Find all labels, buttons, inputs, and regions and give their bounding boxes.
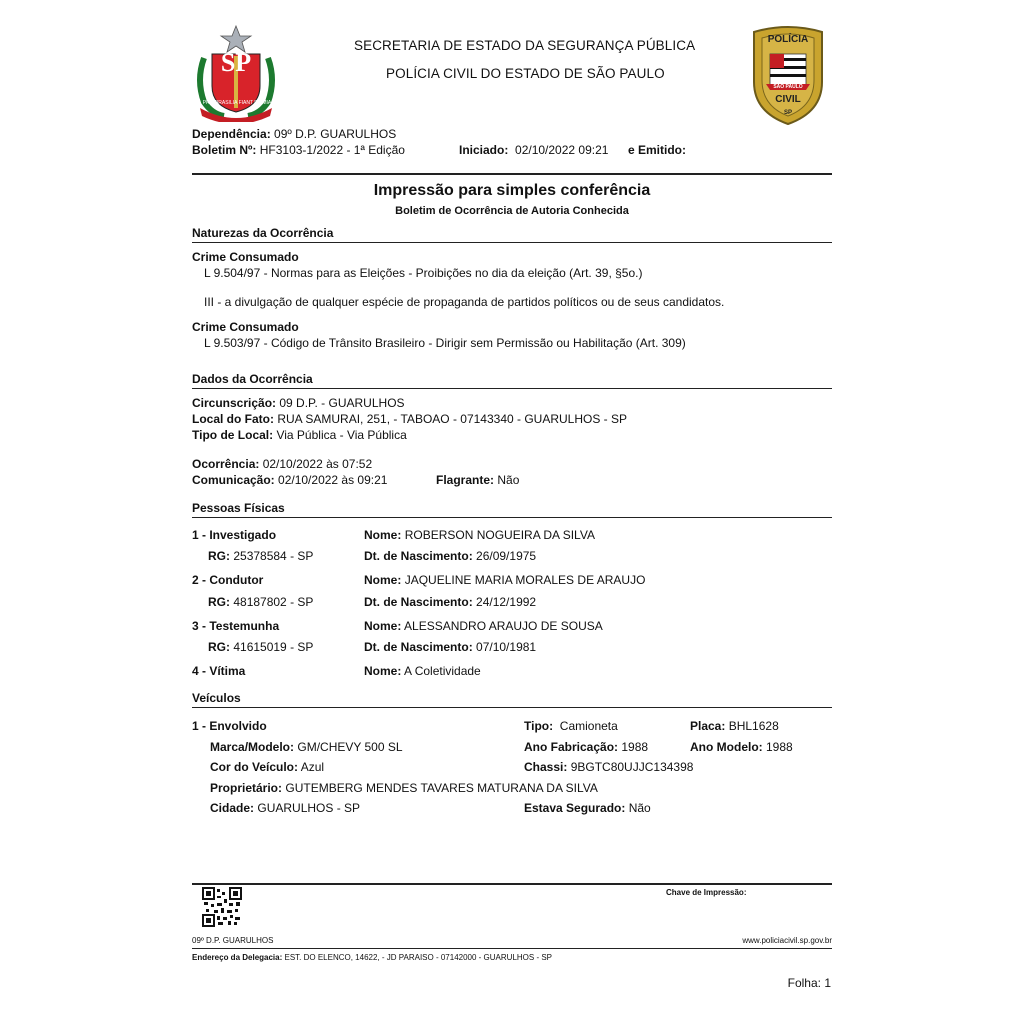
comunicacao-value: 02/10/2022 às 09:21 xyxy=(278,473,388,487)
person-1-dn-row xyxy=(364,549,536,563)
vehicle-chassi-value: 9BGTC80UJJC134398 xyxy=(570,760,694,774)
local-label: Local do Fato: xyxy=(192,412,274,426)
person-2-name-row xyxy=(364,573,645,587)
person-3-dn: 07/10/1981 xyxy=(476,640,537,654)
badge-bottom-text: CIVIL xyxy=(775,94,801,105)
vehicle-tipo-row xyxy=(524,719,618,733)
vehicle-anomod-label: Ano Modelo: xyxy=(690,740,763,754)
vehicle-segurado-value: Não xyxy=(628,801,651,815)
vehicle-placa-row xyxy=(690,719,779,733)
section-heading-naturezas: Naturezas da Ocorrência xyxy=(192,226,334,240)
footer-dp: 09º D.P. GUARULHOS xyxy=(192,936,274,945)
vehicle-proprietario-row xyxy=(210,781,598,795)
vehicle-marca-label: Marca/Modelo: xyxy=(210,740,295,754)
footer-site-link[interactable]: www.policiacivil.sp.gov.br xyxy=(742,936,832,945)
boletim-label: Boletim Nº: xyxy=(192,143,257,157)
endereco-value: EST. DO ELENCO, 14622, - JD PARAISO - 07142000 - GUARULHOS - SP xyxy=(284,953,553,962)
circunscricao-value: 09 D.P. - GUARULHOS xyxy=(279,396,405,410)
person-3-name-row xyxy=(364,619,603,633)
person-3-role: 3 - Testemunha xyxy=(192,619,280,633)
crime-2-label: Crime Consumado xyxy=(192,320,299,334)
person-1-dn: 26/09/1975 xyxy=(476,549,537,563)
nome-label: Nome: xyxy=(364,664,402,678)
badge-sp-text: SP xyxy=(783,110,792,116)
divider xyxy=(192,948,832,949)
flagrante-row xyxy=(436,473,519,487)
dn-label: Dt. de Nascimento: xyxy=(364,640,473,654)
tipo-local-value: Via Pública - Via Pública xyxy=(276,428,407,442)
crime-1-text: L 9.504/97 - Normas para as Eleições - Proibições no dia da eleição (Art. 39, §5o.) xyxy=(204,266,643,280)
nome-label: Nome: xyxy=(364,619,402,633)
crime-1-label: Crime Consumado xyxy=(192,250,299,264)
emitido-label: e Emitido: xyxy=(628,143,687,157)
divider xyxy=(192,707,832,708)
crime-1-detail: III - a divulgação de qualquer espécie de propaganda de partidos políticos ou de seus candidatos. xyxy=(204,295,725,309)
tipo-local-label: Tipo de Local: xyxy=(192,428,274,442)
iniciado-row xyxy=(459,143,608,157)
divider xyxy=(192,517,832,518)
nome-label: Nome: xyxy=(364,528,402,542)
person-4-role: 4 - Vítima xyxy=(192,664,246,678)
vehicle-anomod-value: 1988 xyxy=(766,740,793,754)
person-1-name-row xyxy=(364,528,595,542)
section-heading-pessoas: Pessoas Físicas xyxy=(192,501,285,515)
person-2-rg-row xyxy=(208,595,313,609)
vehicle-anofab-value: 1988 xyxy=(621,740,649,754)
iniciado-label: Iniciado: xyxy=(459,143,509,157)
rg-label: RG: xyxy=(208,595,230,609)
person-1-role: 1 - Investigado xyxy=(192,528,277,542)
person-3-name: ALESSANDRO ARAUJO DE SOUSA xyxy=(404,619,603,633)
vehicle-anofab-row xyxy=(524,740,648,754)
dependencia-label: Dependência: xyxy=(192,127,271,141)
vehicle-cor-label: Cor do Veículo: xyxy=(210,760,299,774)
ocorrencia-label: Ocorrência: xyxy=(192,457,260,471)
person-1-name: ROBERSON NOGUEIRA DA SILVA xyxy=(404,528,595,542)
vehicle-chassi-label: Chassi: xyxy=(524,760,568,774)
dependencia-value: 09º D.P. GUARULHOS xyxy=(274,127,397,141)
page-subtitle: Boletim de Ocorrência de Autoria Conhecida xyxy=(395,205,629,217)
page-title: Impressão para simples conferência xyxy=(373,182,651,199)
vehicle-anofab-label: Ano Fabricação: xyxy=(524,740,619,754)
section-heading-dados: Dados da Ocorrência xyxy=(192,372,313,386)
rg-label: RG: xyxy=(208,640,230,654)
local-value: RUA SAMURAI, 251, - TABOAO - 07143340 - GUARULHOS - SP xyxy=(277,412,628,426)
vehicle-placa-label: Placa: xyxy=(690,719,726,733)
vehicle-cidade-row xyxy=(210,801,360,815)
comunicacao-label: Comunicação: xyxy=(192,473,275,487)
vehicle-segurado-label: Estava Segurado: xyxy=(524,801,626,815)
divider xyxy=(192,242,832,243)
vehicle-cor-value: Azul xyxy=(300,760,325,774)
circunscricao-label: Circunscrição: xyxy=(192,396,277,410)
flagrante-label: Flagrante: xyxy=(436,473,495,487)
vehicle-anomod-row xyxy=(690,740,793,754)
nome-label: Nome: xyxy=(364,573,402,587)
vehicle-proprietario-label: Proprietário: xyxy=(210,781,283,795)
person-2-role: 2 - Condutor xyxy=(192,573,264,587)
rg-label: RG: xyxy=(208,549,230,563)
crime-2-text: L 9.503/97 - Código de Trânsito Brasileiro - Dirigir sem Permissão ou Habilitação (Art. 309) xyxy=(204,336,686,350)
comunicacao-row xyxy=(192,473,387,487)
sp-logo-motto: PRO BRASILIA FIANT EXIMIA xyxy=(202,100,272,106)
vehicle-segurado-row xyxy=(524,801,651,815)
circunscricao-row xyxy=(192,396,405,410)
person-4-name-row xyxy=(364,664,481,678)
header-secretaria: SECRETARIA DE ESTADO DA SEGURANÇA PÚBLICA xyxy=(354,38,696,53)
vehicle-cor-row xyxy=(210,760,324,774)
person-1-rg-row xyxy=(208,549,313,563)
person-3-rg: 41615019 - SP xyxy=(233,640,314,654)
divider xyxy=(192,883,832,885)
person-2-name: JAQUELINE MARIA MORALES DE ARAUJO xyxy=(404,573,646,587)
person-3-dn-row xyxy=(364,640,536,654)
divider xyxy=(192,388,832,389)
endereco-label: Endereço da Delegacia: xyxy=(192,953,283,962)
header-policia-civil: POLÍCIA CIVIL DO ESTADO DE SÃO PAULO xyxy=(386,66,665,81)
qr-code-icon xyxy=(202,887,242,927)
page-number: Folha: 1 xyxy=(787,976,831,990)
badge-state-text: SÃO PAULO xyxy=(773,84,803,90)
badge-top-text: POLÍCIA xyxy=(767,34,809,45)
vehicle-cidade-value: GUARULHOS - SP xyxy=(257,801,361,815)
dn-label: Dt. de Nascimento: xyxy=(364,549,473,563)
vehicle-placa-value: BHL1628 xyxy=(728,719,779,733)
person-2-dn-row xyxy=(364,595,536,609)
sp-logo-text: SP xyxy=(220,48,252,77)
ocorrencia-row xyxy=(192,457,372,471)
vehicle-tipo-value: Camioneta xyxy=(559,719,618,733)
divider xyxy=(192,173,832,175)
flagrante-value: Não xyxy=(497,473,520,487)
vehicle-cidade-label: Cidade: xyxy=(210,801,255,815)
vehicle-marca-value: GM/CHEVY 500 SL xyxy=(297,740,403,754)
endereco-row xyxy=(192,953,552,962)
vehicle-1-role: 1 - Envolvido xyxy=(192,719,267,733)
dependencia-row xyxy=(192,127,396,141)
person-2-rg: 48187802 - SP xyxy=(233,595,314,609)
boletim-row xyxy=(192,143,405,157)
tipo-local-row xyxy=(192,428,407,442)
person-1-rg: 25378584 - SP xyxy=(233,549,314,563)
dn-label: Dt. de Nascimento: xyxy=(364,595,473,609)
person-4-name: A Coletividade xyxy=(404,664,481,678)
section-heading-veiculos: Veículos xyxy=(192,691,241,705)
chave-impressao-label: Chave de Impressão: xyxy=(666,888,747,897)
vehicle-chassi-row xyxy=(524,760,693,774)
person-2-dn: 24/12/1992 xyxy=(476,595,537,609)
person-3-rg-row xyxy=(208,640,313,654)
boletim-value: HF3103-1/2022 - 1ª Edição xyxy=(259,143,405,157)
vehicle-marca-row xyxy=(210,740,403,754)
iniciado-value: 02/10/2022 09:21 xyxy=(515,143,609,157)
vehicle-proprietario-value: GUTEMBERG MENDES TAVARES MATURANA DA SILVA xyxy=(285,781,598,795)
vehicle-tipo-label: Tipo: xyxy=(524,719,554,733)
ocorrencia-value: 02/10/2022 às 07:52 xyxy=(262,457,373,471)
local-row xyxy=(192,412,627,426)
